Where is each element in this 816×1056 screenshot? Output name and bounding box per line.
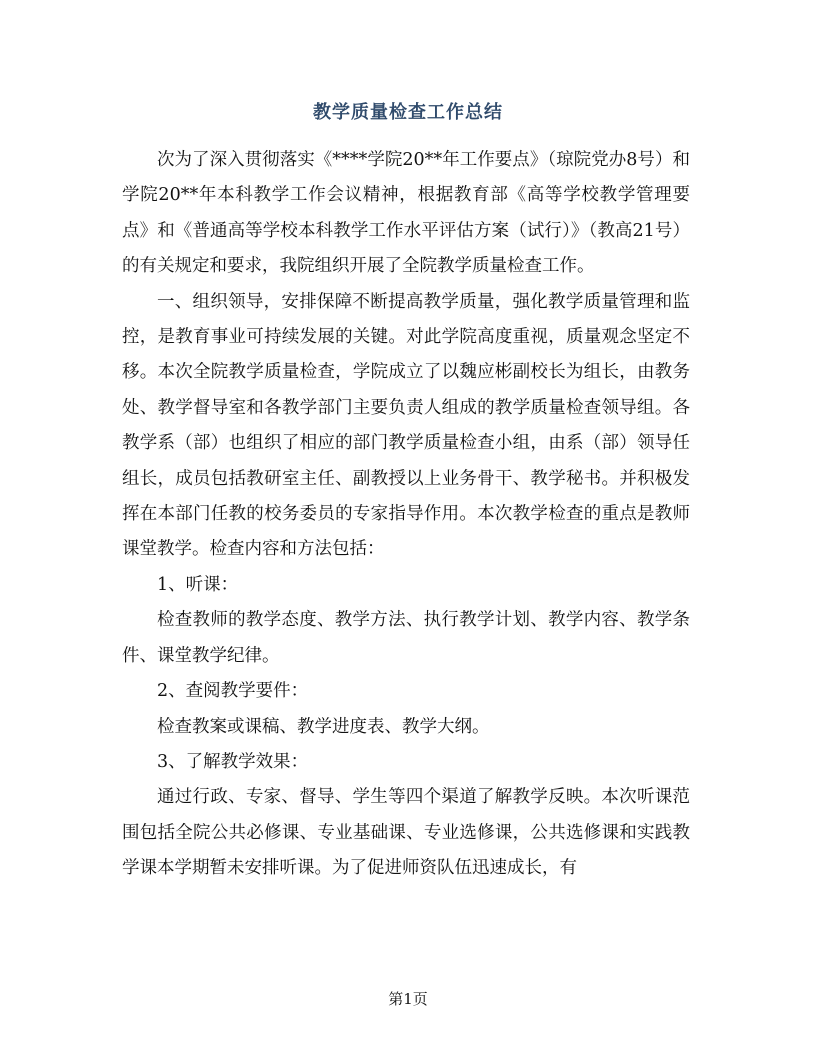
paragraph-listen-detail: 检查教师的教学态度、教学方法、执行教学计划、教学内容、教学条件、课堂教学纪律。 [122, 610, 690, 666]
paragraph-heading-documents: 2、查阅教学要件： [157, 681, 309, 702]
paragraph-heading-effect: 3、了解教学效果： [157, 751, 309, 772]
paragraph-documents-detail: 检查教案或课稿、教学进度表、教学大纲。 [157, 716, 490, 737]
document-title: 教学质量检查工作总结 [313, 102, 503, 123]
document-body [122, 143, 690, 887]
paragraph-effect-detail: 通过行政、专家、督导、学生等四个渠道了解教学反映。本次听课范围包括全院公共必修课、专业基础课、专业选修课，公共选修课和实践教学课本学期暂未安排听课。为了促进师资队伍迅速成长，有 [122, 787, 690, 879]
paragraph-heading-listen: 1、听课： [157, 574, 239, 595]
paragraph-intro: 次为了深入贯彻落实《****学院20**年工作要点》（琼院党办8号）和学院20**年本科教学工作会议精神，根据教育部《高等学校教学管理要点》和《普通高等学校本科教学工作水平评估方案（试行）》（教高21号）的有关规定和要求，我院组织开展了全院教学质量检查工作。 [122, 150, 690, 277]
paragraph-organization: 一、组织领导，安排保障不断提高教学质量，强化教学质量管理和监控，是教育事业可持续发展的关键。对此学院高度重视，质量观念坚定不移。本次全院教学质量检查，学院成立了以魏应彬副校长为组长，由教务处、教学督导室和各教学部门主要负责人组成的教学质量检查领导组。各教学系（部）也组织了相应的部门教学质量检查小组，由系（部）领导任组长，成员包括教研室主任、副教授以上业务骨干、教学秘书。并积极发挥在本部门任教的校务委员的专家指导作用。本次教学检查的重点是教师课堂教学。检查内容和方法包括： [122, 291, 690, 560]
page-number: 第1页 [388, 990, 428, 1008]
